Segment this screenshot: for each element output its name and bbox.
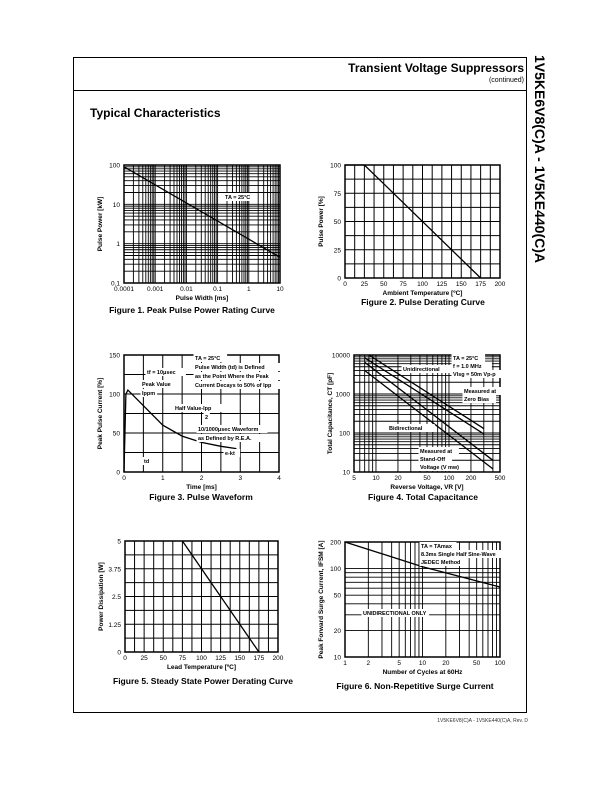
x-axis-label: Reverse Voltage, VR [V] bbox=[390, 484, 464, 491]
section-heading: Typical Characteristics bbox=[90, 106, 221, 120]
x-tick-label: 100 bbox=[196, 655, 207, 662]
y-tick-label: 0 bbox=[116, 469, 120, 477]
x-tick-label: 175 bbox=[253, 655, 265, 662]
figure-1-caption: Figure 1. Peak Pulse Power Rating Curve bbox=[109, 305, 275, 315]
y-tick-label: 75 bbox=[333, 190, 341, 198]
x-tick-label: 75 bbox=[399, 281, 407, 288]
y-tick-label: 10000 bbox=[331, 352, 350, 360]
annotation-label: Half Value-Ipp bbox=[175, 406, 212, 412]
x-tick-label: 25 bbox=[140, 655, 148, 662]
x-tick-label: 100 bbox=[417, 281, 428, 288]
figure-4-caption: Figure 4. Total Capacitance bbox=[368, 492, 478, 502]
annotation-label: Pulse Width (td) is Defined bbox=[195, 365, 265, 371]
chart-figure-2 bbox=[318, 163, 506, 298]
annotation-label: td bbox=[144, 459, 150, 465]
side-title-text: 1V5KE6V8(C)A - 1V5KE440(C)A bbox=[532, 55, 548, 263]
annotation-label: Current Decays to 50% of Ipp bbox=[195, 383, 272, 389]
chart-figure-4 bbox=[327, 353, 506, 492]
annotation-label: TA = TAmax bbox=[421, 544, 452, 550]
annotation-label: Measured at bbox=[420, 449, 453, 455]
y-tick-label: 0 bbox=[117, 649, 121, 657]
x-axis-label: Ambient Temperature [ºC] bbox=[382, 290, 463, 297]
x-axis-label: Time [ms] bbox=[186, 484, 217, 491]
figure-2-caption: Figure 2. Pulse Derating Curve bbox=[361, 297, 485, 307]
x-tick-label: 200 bbox=[465, 475, 477, 482]
y-tick-label: 5 bbox=[117, 538, 121, 546]
x-tick-label: 4 bbox=[277, 475, 281, 482]
y-tick-label: 100 bbox=[330, 566, 341, 574]
document-title: Transient Voltage Suppressors bbox=[348, 61, 524, 75]
y-axis-label: Pulse Power [kW] bbox=[97, 196, 104, 252]
x-tick-label: 5 bbox=[352, 475, 356, 482]
x-tick-label: 50 bbox=[159, 655, 167, 662]
figure-6-caption: Figure 6. Non-Repetitive Surge Current bbox=[336, 681, 494, 691]
annotation-label: as the Point Where the Peak bbox=[195, 374, 269, 380]
chart-figure-5 bbox=[98, 539, 284, 672]
x-tick-label: 175 bbox=[475, 281, 487, 288]
x-tick-label: 200 bbox=[494, 281, 506, 288]
x-tick-label: 50 bbox=[473, 660, 481, 667]
x-tick-label: 3 bbox=[238, 475, 243, 482]
x-tick-label: 125 bbox=[215, 655, 227, 662]
y-tick-label: 20 bbox=[333, 627, 341, 635]
y-tick-label: 50 bbox=[333, 219, 341, 226]
annotation-label: UNIDIRECTIONAL ONLY bbox=[363, 611, 427, 617]
x-tick-label: 75 bbox=[178, 655, 186, 662]
annotation-label: Vlsg = 50m Vp-p bbox=[453, 372, 496, 378]
annotation-label: e-kt bbox=[225, 451, 235, 457]
y-tick-label: 100 bbox=[109, 391, 120, 399]
x-tick-label: 5 bbox=[397, 660, 401, 667]
x-axis-label: Pulse Width [ms] bbox=[175, 295, 229, 302]
chart-figure-3 bbox=[97, 353, 292, 492]
plot-area bbox=[124, 165, 280, 283]
annotation-label: Measured at bbox=[464, 389, 497, 395]
chart-figure-1 bbox=[97, 163, 284, 303]
y-tick-label: 50 bbox=[112, 430, 120, 438]
x-tick-label: 200 bbox=[272, 655, 284, 662]
x-tick-label: 100 bbox=[494, 660, 506, 667]
annotation-label: Peak Value bbox=[142, 382, 171, 388]
y-axis-label: Power Dissipation [W] bbox=[98, 562, 105, 631]
y-tick-label: 0.1 bbox=[110, 280, 120, 288]
y-tick-label: 100 bbox=[330, 162, 341, 170]
annotation-label: f = 1.0 MHz bbox=[453, 364, 482, 370]
y-axis-label: Total Capacitance, CT [pF] bbox=[327, 372, 334, 455]
annotation-label: Voltage (V mw) bbox=[420, 465, 460, 471]
x-tick-label: 0 bbox=[343, 281, 347, 288]
annotation-label: JEDEC Method bbox=[421, 560, 461, 566]
document-subtitle: (continued) bbox=[488, 77, 524, 84]
x-tick-label: 50 bbox=[423, 475, 431, 482]
figure-3-caption: Figure 3. Pulse Waveform bbox=[149, 492, 253, 502]
figure-5-caption: Figure 5. Steady State Power Derating Curve bbox=[113, 676, 293, 686]
y-tick-label: 100 bbox=[339, 430, 350, 438]
x-tick-label: 100 bbox=[443, 475, 455, 482]
x-tick-label: 20 bbox=[442, 660, 450, 667]
annotation-label: TA = 25°C bbox=[195, 356, 221, 362]
annotation-label: 8.3ms Single Half Sine-Wave bbox=[421, 552, 496, 558]
x-tick-label: 25 bbox=[360, 281, 368, 288]
x-axis-label: Number of Cycles at 60Hz bbox=[382, 669, 463, 676]
x-tick-label: 10 bbox=[276, 286, 284, 293]
footer-text: 1V5KE6V8(C)A - 1V5KE440(C)A, Rev. D bbox=[437, 718, 528, 724]
x-tick-label: 1 bbox=[160, 475, 165, 482]
annotation-label: TA = 25°C bbox=[453, 356, 479, 362]
x-tick-label: 1 bbox=[246, 286, 251, 293]
x-tick-label: 10 bbox=[418, 660, 427, 667]
annotation-label: as Defined by R.E.A. bbox=[198, 436, 252, 442]
y-tick-label: 1 bbox=[116, 241, 120, 249]
annotation-label: Bidirectional bbox=[389, 426, 423, 432]
y-tick-label: 2.5 bbox=[111, 594, 121, 601]
annotation-label: Stand-Off bbox=[420, 457, 446, 463]
y-axis-label: Pulse Power [%] bbox=[318, 196, 325, 247]
x-tick-label: 20 bbox=[394, 475, 402, 482]
y-axis-label: Peak Pulse Current [%] bbox=[97, 377, 104, 450]
y-tick-label: 0 bbox=[337, 275, 341, 283]
y-tick-label: 150 bbox=[109, 352, 120, 360]
x-tick-label: 150 bbox=[455, 281, 467, 288]
y-tick-label: 1000 bbox=[335, 391, 350, 399]
y-tick-label: 50 bbox=[333, 592, 341, 600]
annotation-label: Ippm bbox=[142, 391, 156, 397]
x-tick-label: 2 bbox=[199, 475, 204, 482]
y-tick-label: 100 bbox=[109, 162, 120, 170]
x-tick-label: 10 bbox=[372, 475, 380, 482]
annotation-label: 10/1000μsec Waveform bbox=[198, 427, 259, 433]
annotation-label: 2 bbox=[205, 415, 209, 421]
chart-figure-6 bbox=[318, 540, 514, 677]
y-tick-label: 3.75 bbox=[108, 566, 121, 574]
x-tick-label: 150 bbox=[234, 655, 246, 662]
y-tick-label: 1.25 bbox=[108, 621, 121, 629]
x-tick-label: 125 bbox=[436, 281, 448, 288]
x-tick-label: 1 bbox=[343, 660, 347, 667]
x-tick-label: 500 bbox=[494, 475, 506, 482]
y-axis-label: Peak Forward Surge Current, IFSM [A] bbox=[318, 540, 325, 659]
y-tick-label: 10 bbox=[342, 469, 350, 477]
x-tick-label: 0 bbox=[122, 475, 126, 482]
x-tick-label: 0 bbox=[123, 655, 127, 662]
x-tick-label: 0.1 bbox=[213, 286, 223, 293]
x-tick-label: 0.0001 bbox=[114, 286, 134, 293]
annotation-label: Zero Bias bbox=[464, 397, 490, 403]
x-tick-label: 2 bbox=[366, 660, 371, 667]
annotation-label: tf = 10μsec bbox=[147, 370, 176, 376]
y-tick-label: 10 bbox=[112, 201, 120, 209]
y-tick-label: 25 bbox=[333, 247, 341, 255]
x-tick-label: 0.01 bbox=[180, 286, 193, 293]
y-tick-label: 10 bbox=[333, 654, 341, 662]
x-tick-label: 50 bbox=[380, 281, 388, 288]
annotation-label: TA = 25°C bbox=[225, 195, 251, 201]
x-tick-label: 0.001 bbox=[147, 286, 164, 293]
x-axis-label: Lead Temperature [ºC] bbox=[166, 664, 237, 671]
annotation-label: Unidirectional bbox=[403, 367, 440, 373]
y-tick-label: 200 bbox=[330, 539, 341, 547]
